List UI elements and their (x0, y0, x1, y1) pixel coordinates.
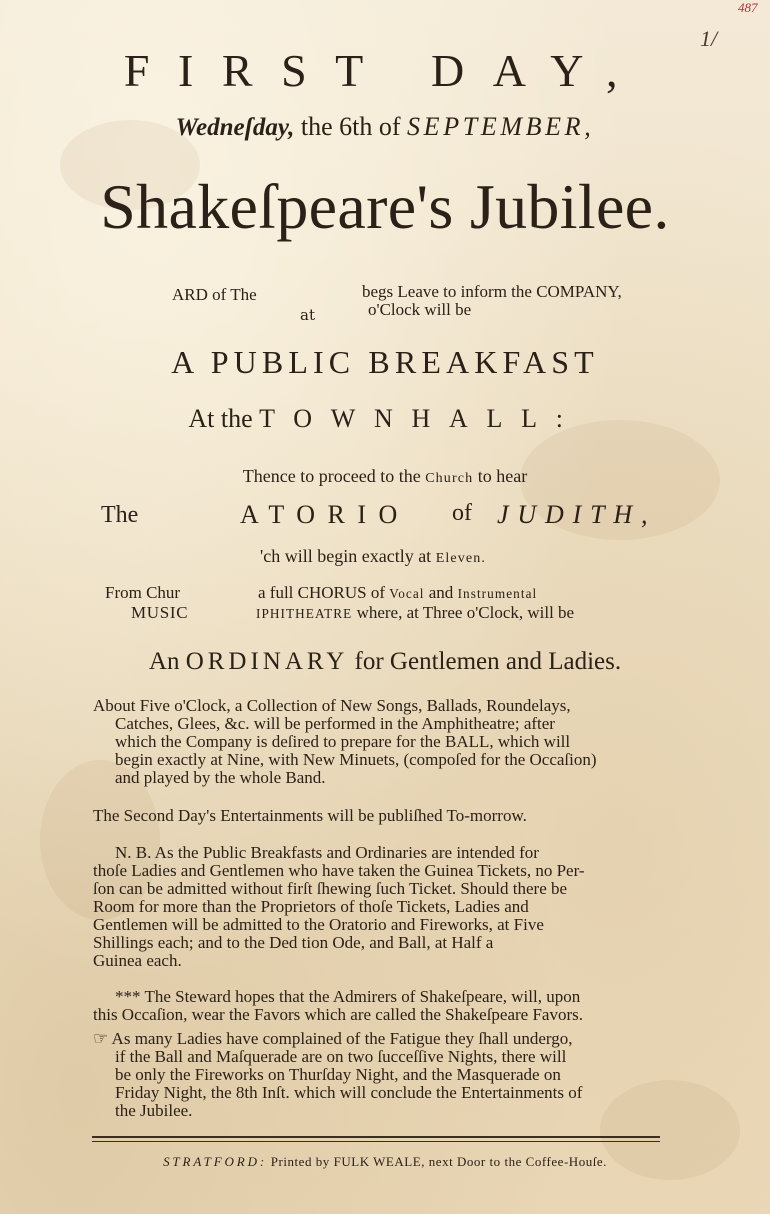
church-line (0, 466, 770, 487)
handwritten-mark: 1/ (700, 26, 718, 51)
ordinary-word: ORDINARY (185, 648, 349, 675)
to-hear: to hear (477, 466, 528, 486)
townhall-line (0, 404, 770, 434)
imprint-text: Printed by FULK WEALE, next Door to the Coffee-Houſe. (270, 1154, 607, 1169)
imprint-place: STRATFORD: (163, 1154, 268, 1169)
paragraph-line: thoſe Ladies and Gentlemen who have taken the Guinea Tickets, no Per- (93, 861, 585, 880)
paragraph-line: Room for more than the Proprietors of thoſe Tickets, Ladies and (93, 897, 529, 916)
vocal-word: Vocal (389, 586, 425, 601)
date-day: 6th (339, 112, 373, 141)
paragraph-line: ſon can be admitted without firſt ſhewing ſuch Ticket. Should there be (93, 879, 568, 898)
and-word: and (428, 583, 454, 602)
from-church-text: From Chur (105, 583, 181, 602)
paragraph-line: the Jubilee. (115, 1101, 193, 1120)
paragraph-line: this Occaſion, wear the Favors which are called the Shakeſpeare Favors. (93, 1005, 583, 1024)
paragraph-line: if the Ball and Maſquerade are on two ſucceſſive Nights, there will (115, 1047, 567, 1066)
steward-text-right-2: o'Clock will be (368, 300, 472, 319)
townhall-word: TOWNHALL: (259, 404, 582, 433)
first-day-heading: FIRST DAY, (123, 45, 647, 96)
eleven-text: 'ch will begin exactly at (260, 546, 432, 566)
favors-paragraph (93, 988, 673, 1024)
jubilee-title: Shakeſpeare's Jubilee. (100, 171, 670, 242)
archive-number: 487 (738, 0, 758, 15)
ordinary-heading (0, 648, 770, 676)
printer-imprint (0, 1154, 770, 1170)
public-breakfast-heading: A PUBLIC BREAKFAST (171, 344, 599, 380)
paragraph-line: Shillings each; and to the Ded tion Ode, and Ball, at Half a (93, 933, 494, 952)
ordinary-rest: for Gentlemen and Ladies. (354, 648, 622, 675)
steward-text-right: begs Leave to inform the COMPANY, (362, 282, 622, 301)
amphitheatre-rest: where, at Three o'Clock, will be (356, 603, 575, 622)
paragraph-line: and played by the whole Band. (115, 768, 326, 787)
oratorio-the: The (101, 502, 139, 528)
music-text: MUSIC (131, 603, 189, 622)
church-word: Church (425, 470, 474, 486)
nota-bene-paragraph (93, 844, 673, 970)
chorus-text: a full CHORUS of (258, 583, 386, 602)
at-the: At the (188, 404, 253, 433)
paragraph-line: be only the Fireworks on Thurſday Night, and the Masquerade on (115, 1065, 561, 1084)
five-oclock-paragraph (93, 697, 673, 787)
chorus-line (258, 583, 537, 603)
eleven-line (260, 546, 486, 567)
weekday: Wedneſday, (175, 114, 295, 141)
instrumental-word: Instrumental (457, 586, 538, 601)
eleven-word: Eleven. (435, 550, 487, 566)
amphitheatre-word: IPHITHEATRE (256, 606, 353, 621)
second-day-notice: The Second Day's Entertainments will be publiſhed To-morrow. (93, 806, 527, 825)
footer-rule-thin (92, 1141, 660, 1142)
date-the: the (300, 112, 333, 141)
date-month: SEPTEMBER, (407, 112, 595, 141)
date-of: of (378, 112, 401, 141)
paragraph-line: *** The Steward hopes that the Admirers of Shakeſpeare, will, upon (115, 987, 581, 1006)
amphitheatre-line (256, 603, 574, 623)
paragraph-line: ☞ As many Ladies have complained of the Fatigue they ſhall undergo, (93, 1029, 573, 1048)
footer-rule (92, 1136, 660, 1138)
ordinary-an: An (148, 648, 180, 675)
steward-text-left: ARD of The (172, 285, 257, 304)
paragraph-line: Friday Night, the 8th Inſt. which will conclude the Entertainments of (115, 1083, 583, 1102)
steward-at: at (300, 306, 315, 324)
oratorio-of: of (452, 500, 472, 526)
paragraph-line: begin exactly at Nine, with New Minuets, (compoſed for the Occaſion) (115, 750, 597, 769)
paragraph-line: Catches, Glees, &c. will be performed in the Amphitheatre; after (115, 714, 555, 733)
paragraph-line: N. B. As the Public Breakfasts and Ordinaries are intended for (115, 843, 539, 862)
paragraph-line: Guinea each. (93, 951, 182, 970)
paragraph-line: About Five o'Clock, a Collection of New Songs, Ballads, Roundelays, (93, 696, 571, 715)
judith-title: JUDITH, (497, 500, 657, 529)
ladies-paragraph (93, 1030, 673, 1120)
paragraph-line: Gentlemen will be admitted to the Oratorio and Fireworks, at Five (93, 915, 544, 934)
date-line (0, 112, 770, 142)
paragraph-line: which the Company is deſired to prepare for the BALL, which will (115, 732, 571, 751)
thence-text: Thence to proceed to the (242, 466, 421, 486)
oratorio-word: ATORIO (240, 500, 410, 529)
